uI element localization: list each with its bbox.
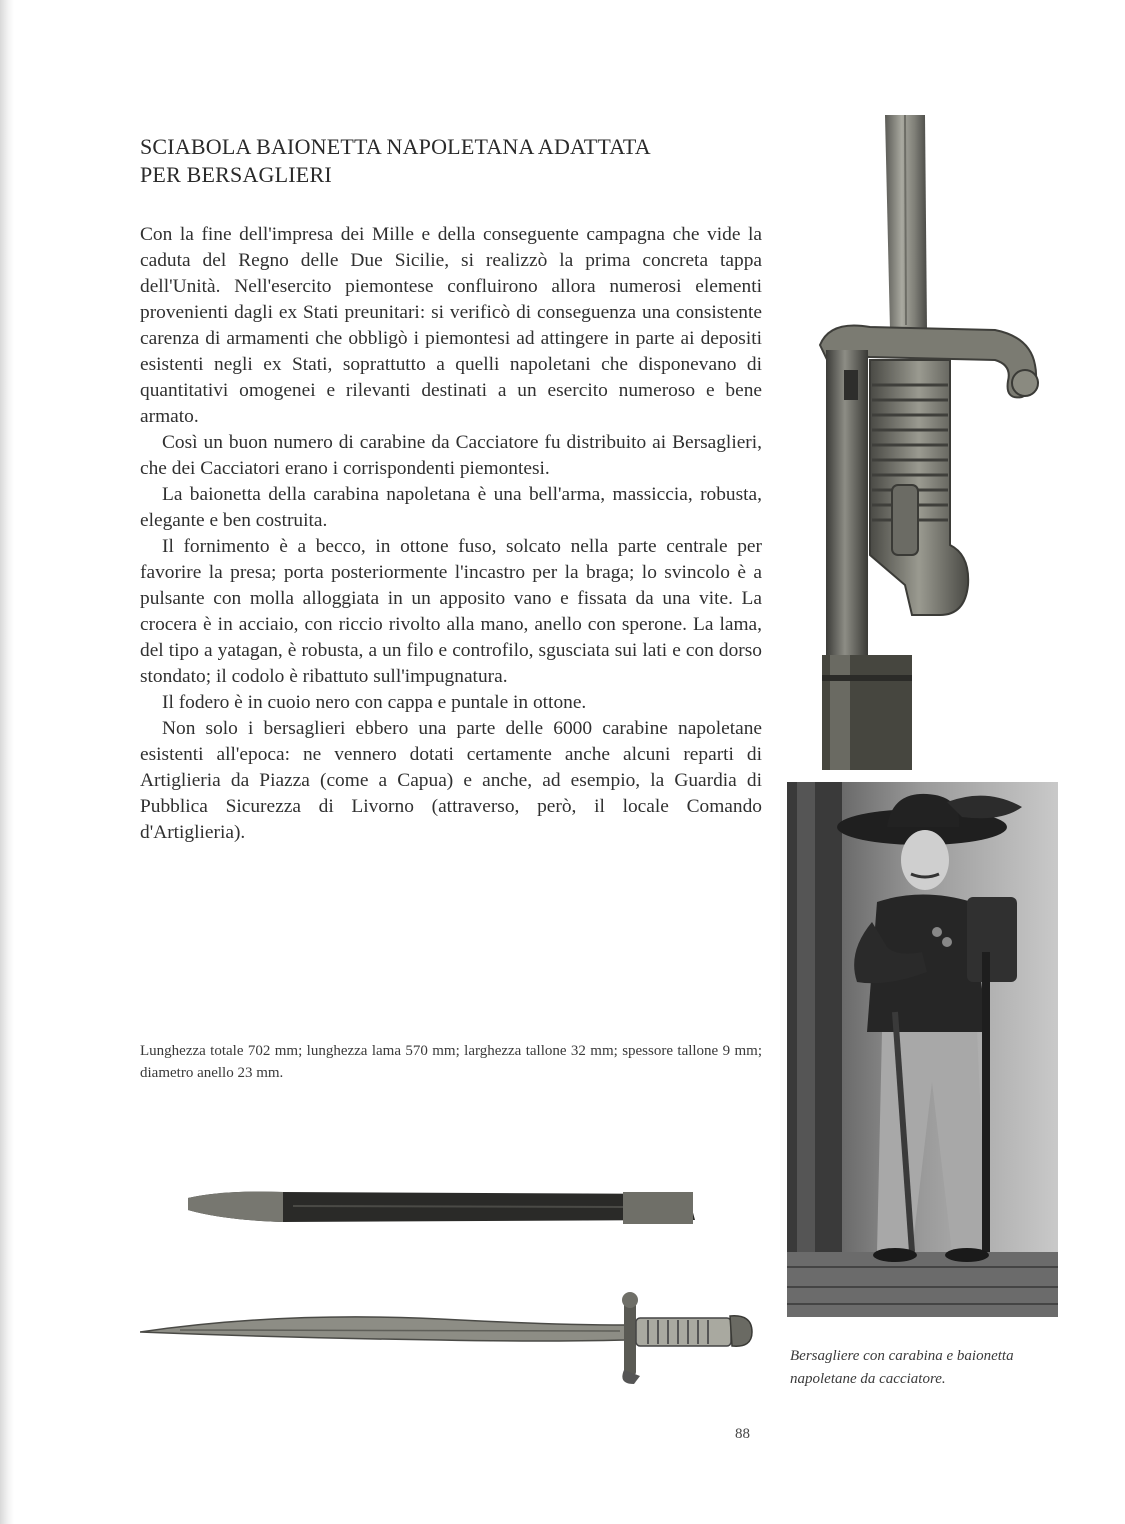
photo-caption: [790, 1345, 1065, 1391]
title-line-1: SCIABOLA BAIONETTA NAPOLETANA ADATTATA: [140, 134, 651, 159]
title-line-2: PER BERSAGLIERI: [140, 162, 332, 187]
paragraph-1: Con la fine dell'impresa dei Mille e della conseguente campagna che vide la caduta del Regno delle Due Sicilie, si realizzò la prima concreta tappa dell'Unità. Nell'esercito piemontese confluirono allora numerosi elementi provenienti dagli ex Stati preunitari: si verificò di conseguenza una consistente carenza di armamenti che obbligò i piemontesi ad attingere in parte ai depositi esistenti negli ex Stati, soprattutto a quelli napoletani che disponevano di quantitativi omogenei e rilevanti destinati a un esercito numeroso e bene armato.: [140, 224, 762, 427]
page-number: 88: [735, 1426, 750, 1442]
paragraph-3: La baionetta della carabina napoletana è una bell'arma, massiccia, robusta, elegante e ben costruita.: [140, 484, 762, 531]
body-text: [140, 222, 762, 846]
paragraph-2: Così un buon numero di carabine da Cacciatore fu distribuito ai Bersaglieri, che dei Cacciatori erano i corrispondenti piemontesi.: [140, 432, 762, 479]
dimensions-note: Lunghezza totale 702 mm; lunghezza lama 570 mm; larghezza tallone 32 mm; spessore tallone 9 mm; diametro anello 23 mm.: [140, 1043, 762, 1081]
page-binding-edge: [0, 0, 14, 1524]
scabbard-photo: [183, 1180, 703, 1238]
bayonet-side-photo: [140, 1280, 760, 1390]
paragraph-6: Non solo i bersaglieri ebbero una parte delle 6000 carabine napoletane esistenti all'epoca: ne vennero dotati certamente anche alcuni reparti di Artiglieria da Piazza (come a Capua) e anche, ad esempio, la Guardia di Pubblica Sicurezza di Livorno (attraverso, però, il locale Comando d'Artiglieria).: [140, 718, 762, 843]
caption-line-1: Bersagliere con carabina e baionetta: [790, 1348, 1014, 1364]
bayonet-hilt-photo: [800, 115, 1065, 770]
bersagliere-portrait-photo: [787, 782, 1058, 1317]
paragraph-5: Il fodero è in cuoio nero con cappa e puntale in ottone.: [162, 692, 587, 713]
paragraph-4: Il fornimento è a becco, in ottone fuso, solcato nella parte centrale per favorire la presa; porta posteriormente l'incastro per la braga; lo svincolo è a pulsante con molla alloggiata in un apposito vano e fissata da una vite. La crocera è in acciaio, con riccio rivolto alla mano, anello con sperone. La lama, del tipo a yatagan, è robusta, a un filo e controfilo, sgusciata sui lati e con dorso stondato; il codolo è ribattuto sull'impugnatura.: [140, 536, 762, 687]
caption-line-2: napoletane da cacciatore.: [790, 1371, 946, 1387]
page-title: [140, 133, 740, 189]
